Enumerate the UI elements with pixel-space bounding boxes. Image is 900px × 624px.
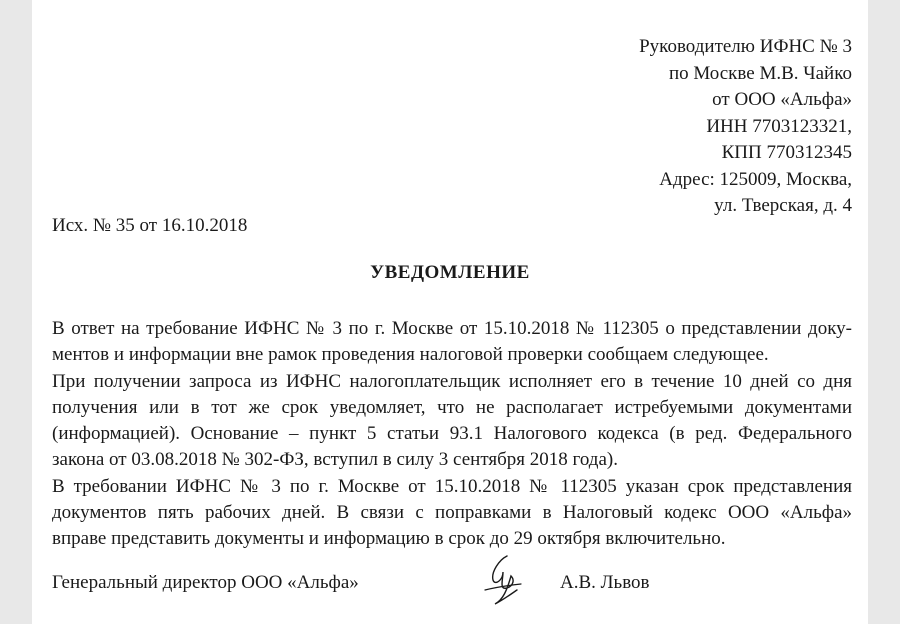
addressee-line: по Москве М.В. Чайко xyxy=(668,62,852,84)
signature-row xyxy=(52,570,852,600)
addressee-line: от ООО «Альфа» xyxy=(712,89,852,110)
addressee-line: Адрес: 125009, Москва, xyxy=(659,168,852,190)
addressee-line: Руководителю ИФНС № 3 xyxy=(639,36,852,57)
body-line: ментов и информации вне рамок проведения налоговой проверки сообщаем следующее. xyxy=(52,344,769,366)
document-title: УВЕДОМЛЕНИЕ xyxy=(370,262,530,283)
body-line: вправе представить документы и информацию в срок до 29 октября включительно. xyxy=(52,528,726,550)
body-line: (информацией). Основание – пункт 5 статьи 93.1 Налогового кодекса (в ред. Федерального xyxy=(52,423,852,445)
body-line: документов пять рабочих дней. В связи с поправками в Налоговый кодекс ООО «Альфа» xyxy=(52,502,852,524)
body-line: закона от 03.08.2018 № 302-ФЗ, вступил в силу 3 сентября 2018 года). xyxy=(52,449,618,471)
body-line: При получении запроса из ИФНС налогоплательщик исполняет его в течение 10 дней со дня xyxy=(52,370,852,392)
signature-icon xyxy=(477,550,529,616)
signer-name: А.В. Львов xyxy=(560,572,650,593)
addressee-line: ИНН 7703123321, xyxy=(706,115,852,137)
body-line: получения или в тот же срок уведомляет, что не располагает истребуемыми документами xyxy=(52,396,852,418)
body-line: В требовании ИФНС № 3 по г. Москве от 15.10.2018 № 112305 указан срок представления xyxy=(52,475,852,497)
body-line: В ответ на требование ИФНС № 3 по г. Москве от 15.10.2018 № 112305 о представлении доку- xyxy=(52,318,852,339)
outgoing-reference: Исх. № 35 от 16.10.2018 xyxy=(52,215,248,236)
addressee-block xyxy=(639,34,852,220)
addressee-line: ул. Тверская, д. 4 xyxy=(714,195,852,216)
document-body xyxy=(52,316,852,553)
addressee-line: КПП 770312345 xyxy=(721,142,852,163)
signer-position: Генеральный директор ООО «Альфа» xyxy=(52,572,359,593)
document-page xyxy=(32,0,868,624)
